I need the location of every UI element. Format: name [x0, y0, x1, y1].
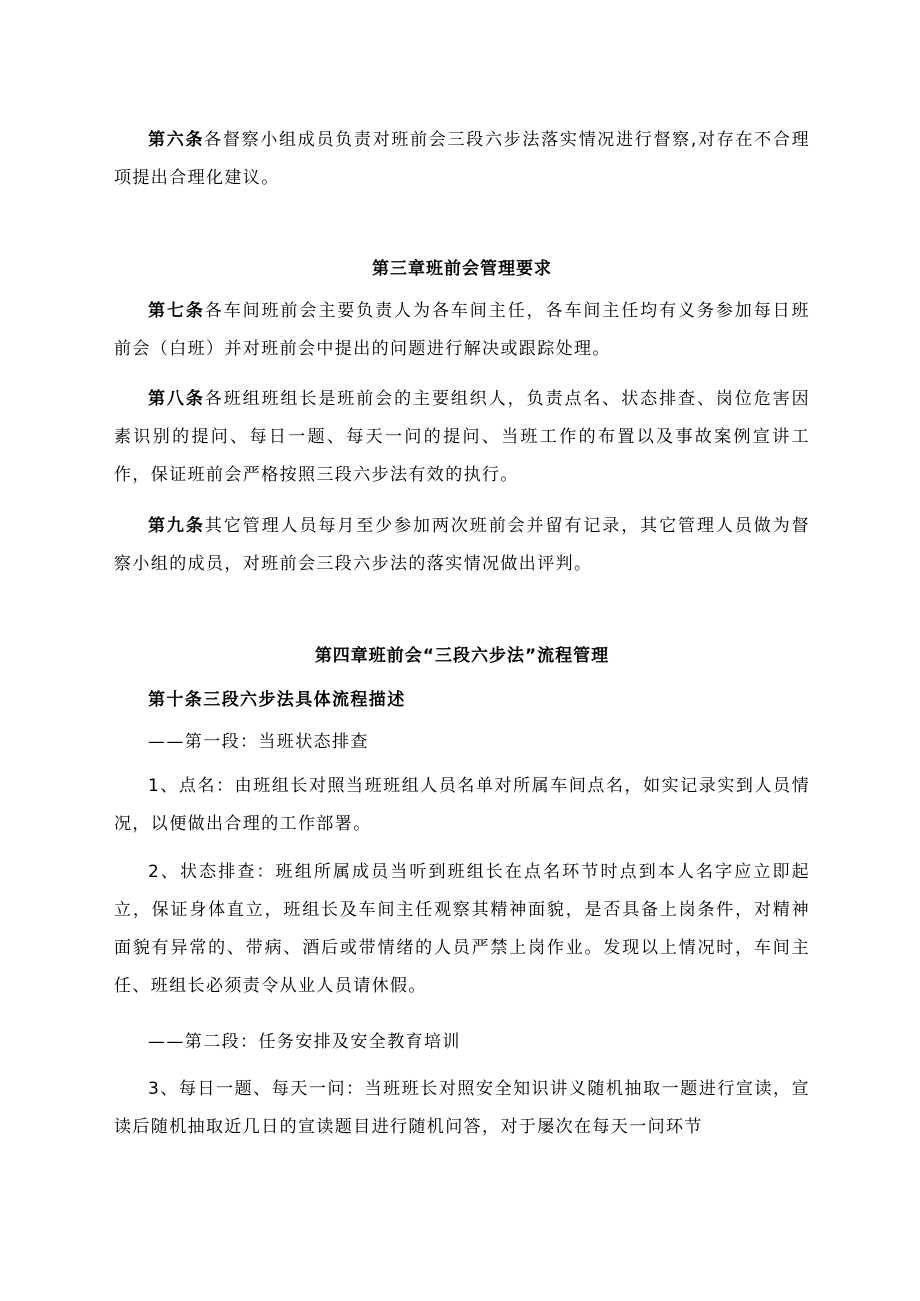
chapter-3-heading: 第三章班前会管理要求	[372, 259, 552, 279]
step-2-paragraph: 2、状态排查：班组所属成员当听到班组长在点名环节时点到本人名字应立即起立，保证身体直立，班组长及车间主任观察其精神面貌，是否具备上岗条件，对精神面貌有异常的、带病、酒后或带情绪的人员严禁上岗作业。发现以上情况时，车间主任、班组长必须责令从业人员请休假。	[114, 862, 810, 996]
article-7-paragraph	[114, 292, 810, 368]
document-page	[114, 0, 810, 1301]
article-8-label: 第八条	[148, 389, 205, 409]
article-6-label: 第六条	[148, 130, 205, 150]
article-6-paragraph	[114, 121, 810, 197]
article-10-heading: 第十条三段六步法具体流程描述	[148, 690, 406, 710]
article-9-paragraph	[114, 507, 810, 583]
article-8-paragraph	[114, 380, 810, 494]
article-8-text: 各班组班组长是班前会的主要组织人，负责点名、状态排查、岗位危害因素识别的提问、每日一题、每天一问的提问、当班工作的布置以及事故案例宣讲工作，保证班前会严格按照三段六步法有效的执行。	[114, 389, 810, 485]
step-3-paragraph: 3、每日一题、每天一问：当班班长对照安全知识讲义随机抽取一题进行宣读，宣读后随机抽取近几日的宣读题目进行随机问答，对于屡次在每天一问环节	[114, 1079, 810, 1137]
stage-1-heading: ——第一段：当班状态排查	[148, 732, 369, 752]
article-6-text: 各督察小组成员负责对班前会三段六步法落实情况进行督察,对存在不合理项提出合理化建议。	[114, 130, 811, 188]
chapter-4-heading: 第四章班前会“三段六步法”流程管理	[314, 646, 610, 666]
step-1-paragraph: 1、点名：由班组长对照当班班组人员名单对所属车间点名，如实记录实到人员情况，以便做出合理的工作部署。	[114, 776, 810, 834]
article-9-label: 第九条	[148, 516, 205, 536]
article-7-label: 第七条	[148, 301, 205, 321]
article-7-text: 各车间班前会主要负责人为各车间主任，各车间主任均有义务参加每日班前会（白班）并对班前会中提出的问题进行解决或跟踪处理。	[114, 301, 810, 359]
article-9-text: 其它管理人员每月至少参加两次班前会并留有记录，其它管理人员做为督察小组的成员，对班前会三段六步法的落实情况做出评判。	[114, 516, 810, 574]
stage-2-heading: ——第二段：任务安排及安全教育培训	[148, 1032, 461, 1052]
